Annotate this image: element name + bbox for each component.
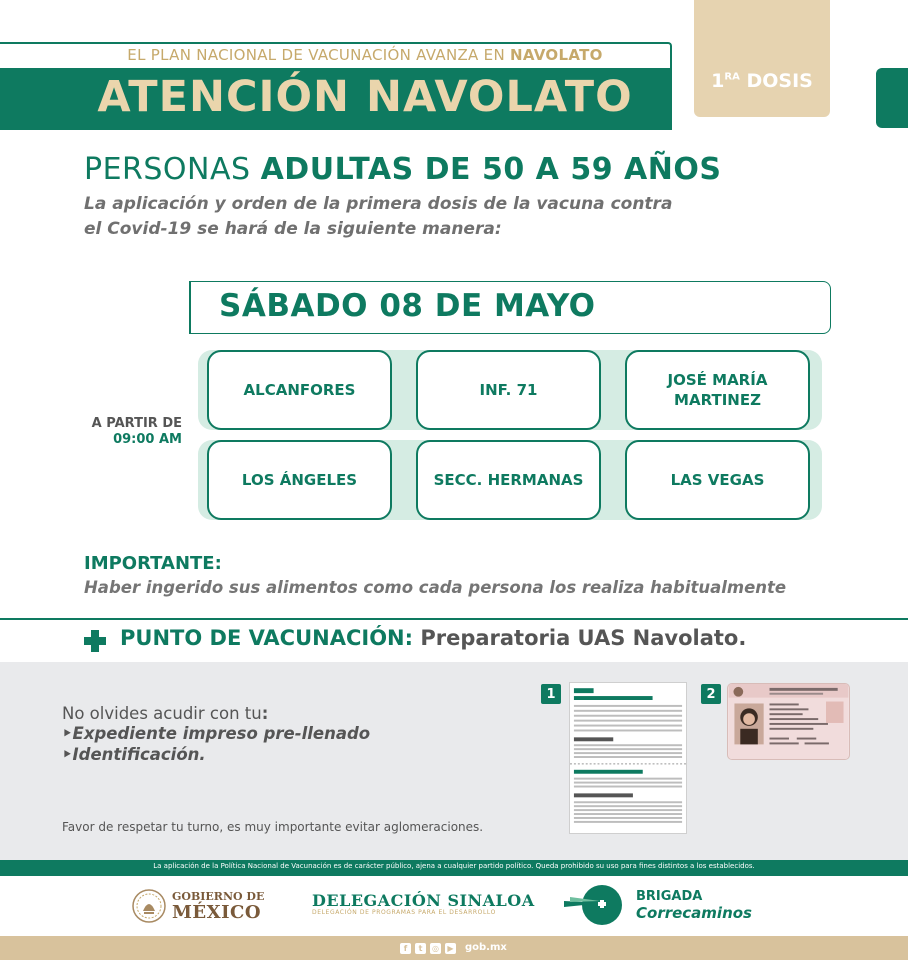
requirement-item: ‣Expediente impreso pre-llenado [62,724,371,743]
delegation-subtitle: DELEGACIÓN DE PROGRAMAS PARA EL DESARROLLO [312,909,496,916]
dose-badge [694,0,830,117]
dose-label: $1^{RA}$ DOSIS [711,70,813,92]
schedule-date: SÁBADO 08 DE MAYO [219,288,596,324]
divider [0,618,908,620]
audience-heading: PERSONAS ADULTAS DE 50 A 59 AÑOS [84,152,722,187]
gob-label: GOBIERNO DE [172,890,265,903]
vaccination-place: Preparatoria UAS Navolato. [420,626,747,650]
intro-text: La aplicación y orden de la primera dosis de la vacuna contra el Covid-19 se hará de la siguiente manera: [84,194,673,239]
location-card: LAS VEGAS [625,440,810,520]
badge-2: 2 [701,684,721,704]
brigade-label: BRIGADA [636,889,703,904]
id-card-image [727,683,850,760]
site-link[interactable]: gob.mx [465,942,507,953]
mexico-seal-logo [132,889,166,923]
gob-name: MÉXICO [172,902,262,923]
vaccination-point: PUNTO DE VACUNACIÓN: Preparatoria UAS Navolato. [120,626,747,650]
important-text: Haber ingerido sus alimentos como cada persona los realiza habitualmente [84,578,787,597]
instagram-icon[interactable]: ◎ [430,943,441,954]
plus-icon [84,630,106,652]
facebook-icon[interactable]: f [400,943,411,954]
respect-note: Favor de respetar tu turno, es muy importante evitar aglomeraciones. [62,820,484,834]
youtube-icon[interactable]: ▶ [445,943,456,954]
badge-1: 1 [541,684,561,704]
header-tagline: EL PLAN NACIONAL DE VACUNACIÓN AVANZA EN NAVOLATO [127,46,603,64]
location-card: INF. 71 [416,350,601,430]
page-title: ATENCIÓN NAVOLATO [97,72,633,122]
legal-notice: La aplicación de la Política Nacional de Vacunación es de carácter público, ajena a cualquier partido político. Queda prohibido su uso para fines distintos a los establecidos. [153,862,755,870]
form-document-image [569,682,687,834]
start-time-label: A PARTIR DE 09:00 AM [60,416,182,448]
decorative-tab [876,68,908,128]
start-time: 09:00 AM [113,432,182,447]
important-title: IMPORTANTE: [84,553,222,574]
location-card: LOS ÁNGELES [207,440,392,520]
location-card: SECC. HERMANAS [416,440,601,520]
requirements-title: No olvides acudir con tu: [62,704,269,723]
requirement-item: ‣Identificación. [62,745,206,764]
location-card: ALCANFORES [207,350,392,430]
location-card: JOSÉ MARÍA MARTINEZ [625,350,810,430]
delegation-name: DELEGACIÓN SINALOA [312,891,535,910]
brigada-logo [560,883,632,927]
brigade-name: Correcaminos [636,904,752,922]
twitter-icon[interactable]: t [415,943,426,954]
